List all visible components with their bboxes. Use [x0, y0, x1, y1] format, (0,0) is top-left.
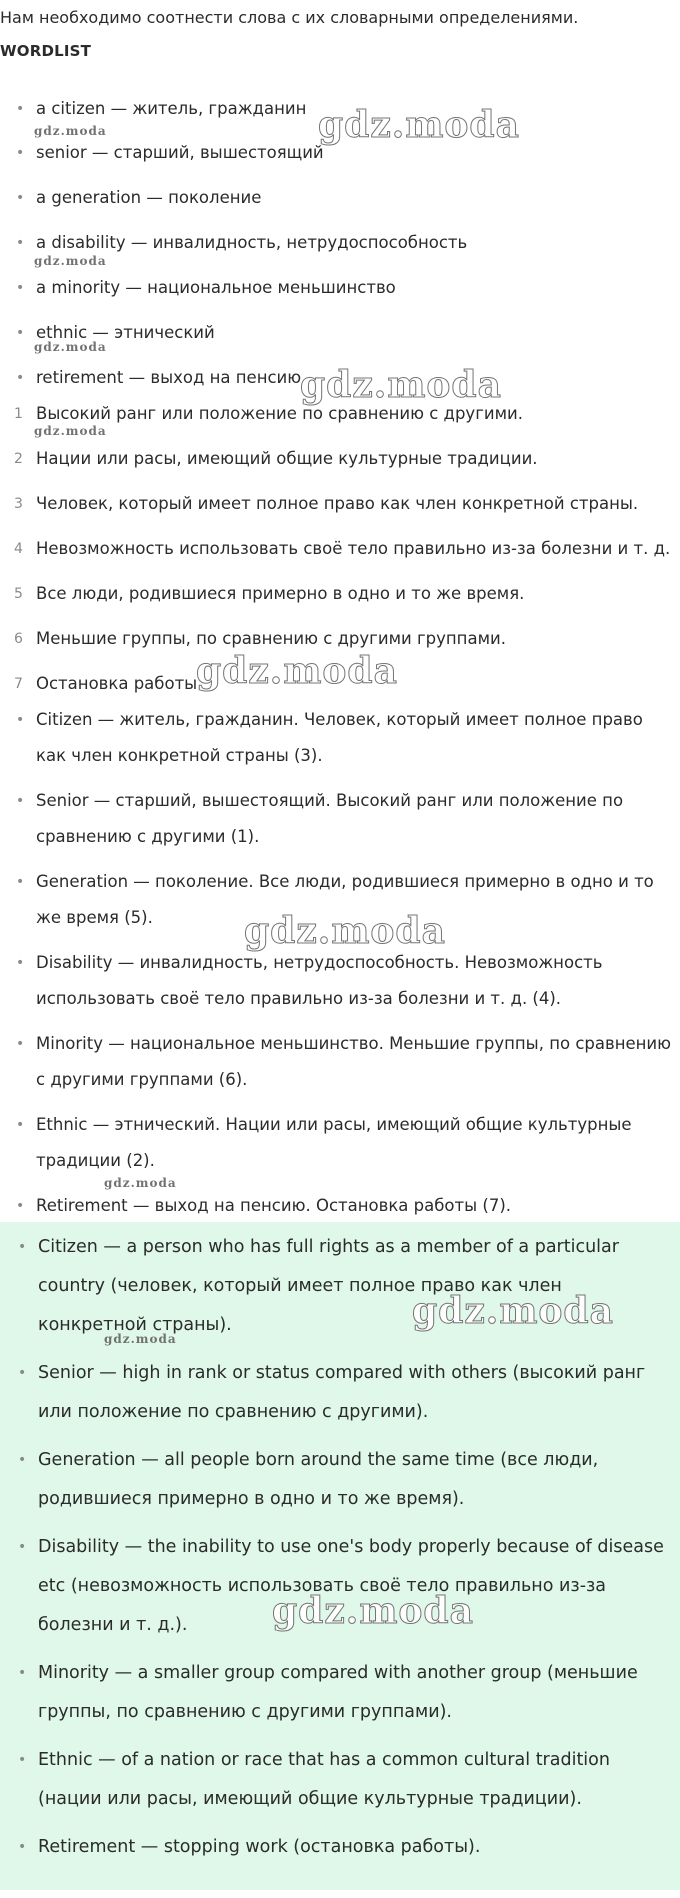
- bullet-icon: •: [16, 101, 25, 117]
- watermark-logo: gdz.moda: [34, 424, 107, 438]
- bullet-icon: •: [16, 955, 25, 971]
- bullet-icon: •: [18, 1752, 27, 1768]
- watermark-logo: gdz.moda: [300, 364, 502, 406]
- bullet-icon: •: [16, 1036, 25, 1052]
- item-number: 5: [14, 586, 23, 602]
- wordlist-title: WORDLIST: [0, 42, 92, 60]
- item-number: 7: [14, 676, 23, 692]
- bullet-icon: •: [18, 1452, 27, 1468]
- watermark-logo: gdz.moda: [34, 254, 107, 268]
- bullet-icon: •: [16, 145, 25, 161]
- bullet-icon: •: [18, 1665, 27, 1681]
- item-number: 3: [14, 496, 23, 512]
- bullet-icon: •: [16, 370, 25, 386]
- bullet-icon: •: [18, 1239, 27, 1255]
- watermark-logo: gdz.moda: [244, 910, 446, 952]
- item-number: 6: [14, 631, 23, 647]
- bullet-icon: •: [16, 874, 25, 890]
- watermark-logo: gdz.moda: [34, 340, 107, 354]
- bullet-icon: •: [16, 235, 25, 251]
- answer-panel: • Citizen — a person who has full rights as a member of a particular country (человек, который имеет полное право как член конкретной страны). • Senior — high in rank or status compared with others (высокий ранг или положение по сравнению с другими). • Generation — all people born around the same time (все люди, родившиеся примерно в одно и то же время). • Disability — the inability to use one's body properly because of disease etc (невозможность использовать своё тело правильно из-за болезни и т. д.). • Minority — a smaller group compared with another group (меньшие группы, по сравнению с другими группами). • Ethnic — of a nation or race that has a common cultural tradition (нации или расы, имеющий общие культурные традиции). • Retirement — stopping work (остановка работы).: [0, 1222, 680, 1890]
- watermark-logo: gdz.moda: [318, 104, 520, 146]
- page: Нам необходимо соотнести слова с их словарными определениями. WORDLIST • a citizen — житель, гражданин • senior — старший, вышестоящий • a generation — поколение • a disability — инвалидность, нетрудоспособность • a minority — национальное меньшинство • ethnic — этнический • retirement — выход на пенсию 1 Высокий ранг или положение по сравнению с другими. 2 Нации или расы, имеющий общие культурные традиции. 3 Человек, который имеет полное право как член конкретной страны. 4 Невозможность использовать своё тело правильно из-за болезни и т. д. 5 Все люди, родившиеся примерно в одно и то же время. 6 Меньшие группы, по сравнению с другими группами. 7 Остановка работы. • Citizen — житель, гражданин. Человек, который имеет полное право как член конкретной страны (3). • Senior — старший, вышестоящий. Высокий ранг или положение по сравнению с другими (1). • Generation — поколение. Все люди, родившиеся примерно в одно и то же время (5). • Disability — инвалидность, нетрудоспособность. Невозможность использовать своё тело правильно из-за болезни и т. д. (4). • Minority — национальное меньшинство. Меньшие группы, по сравнению с другими группами (6). • Ethnic — этнический. Нации или расы, имеющий общие культурные традиции (2). • Retirement — выход на пенсию. Остановка работы (7). • Citizen — a person who has full rights as a member of a particular country (человек, который имеет полное право как член конкретной страны). • Senior — high in rank or status compared with others (высокий ранг или положение по сравнению с другими). • Generation — all people born around the same time (все люди, родившиеся примерно в одно и то же время). • Disability — the inability to use one's body properly because of disease etc (невозможность использовать своё тело правильно из-за болезни и т. д.). • Minority — a smaller group compared with another group (меньшие группы, по сравнению с другими группами). • Ethnic — of a nation or race that has a common cultural tradition (нации или расы, имеющий общие культурные традиции). • Retirement — stopping work (остановка работы). gdz.moda gdz.moda gdz.moda gdz.moda gdz.moda gdz.moda gdz.moda gdz.moda gdz.moda gdz.moda gdz.moda gdz.moda: [0, 0, 680, 1898]
- bullet-icon: •: [16, 325, 25, 341]
- intro-text: Нам необходимо соотнести слова с их словарными определениями.: [0, 8, 579, 27]
- watermark-logo: gdz.moda: [196, 650, 398, 692]
- bullet-icon: •: [18, 1365, 27, 1381]
- bullet-icon: •: [16, 712, 25, 728]
- watermark-logo: gdz.moda: [34, 124, 107, 138]
- watermark-logo: gdz.moda: [412, 1290, 614, 1332]
- item-number: 1: [14, 406, 23, 422]
- item-number: 4: [14, 541, 23, 557]
- bullet-icon: •: [16, 1117, 25, 1133]
- watermark-logo: gdz.moda: [272, 1590, 474, 1632]
- watermark-logo: gdz.moda: [104, 1332, 177, 1346]
- bullet-icon: •: [18, 1839, 27, 1855]
- bullet-icon: •: [18, 1539, 27, 1555]
- watermark-logo: gdz.moda: [104, 1176, 177, 1190]
- bullet-icon: •: [16, 280, 25, 296]
- bullet-icon: •: [16, 793, 25, 809]
- bullet-icon: •: [16, 190, 25, 206]
- bullet-icon: •: [16, 1198, 25, 1214]
- item-number: 2: [14, 451, 23, 467]
